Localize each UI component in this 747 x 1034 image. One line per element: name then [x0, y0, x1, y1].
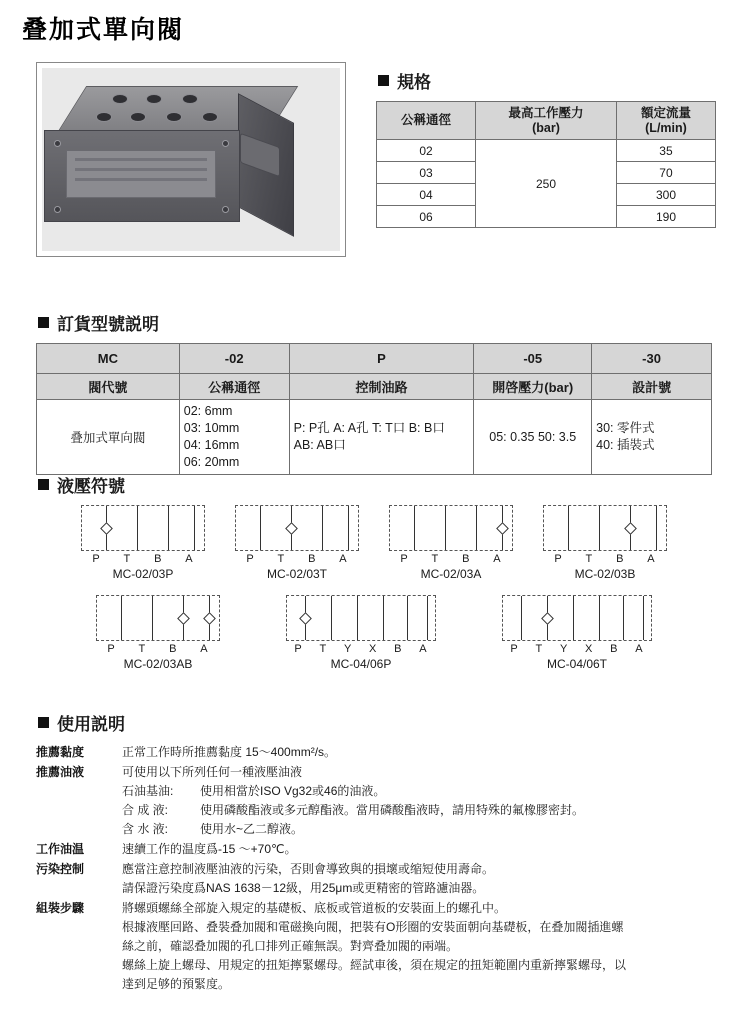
port-hole-icon [202, 112, 218, 122]
usage-line: 螺絲上旋上螺母、用規定的扭矩擰緊螺母。經試車後，須在規定的扭矩範圍内重新擰緊螺母，以 [122, 958, 627, 972]
usage-sub-value: 使用水~乙二醇液。 [200, 822, 304, 836]
spec-flow: 190 [616, 206, 715, 228]
port-label: Y [559, 643, 569, 655]
port-label: A [493, 553, 502, 565]
port-label: A [200, 643, 209, 655]
symbol-ports [286, 643, 436, 655]
order-pressure-list [474, 400, 592, 475]
port-hole-icon [146, 94, 162, 104]
spec-flow: 300 [616, 184, 715, 206]
symbol-item [81, 505, 205, 581]
order-design-0: 30: 零件式 [596, 421, 655, 435]
port-label: T [585, 553, 594, 565]
order-code-1: -02 [179, 344, 289, 374]
usage-text: 速續工作的温度爲-15 ～+70℃。 [122, 842, 297, 856]
order-bore-2: 04: 16mm [183, 438, 240, 452]
order-code-section [36, 310, 712, 475]
port-label: T [277, 553, 286, 565]
spec-section [376, 68, 716, 228]
order-control-0: P: P孔 A: A孔 [293, 421, 369, 435]
usage-text [122, 899, 726, 994]
symbol-row-1 [36, 505, 712, 581]
spec-header-bore: 公稱通徑 [377, 102, 476, 140]
bullet-square-icon [38, 479, 49, 490]
usage-text [122, 763, 726, 839]
usage-label: 推薦黏度 [36, 745, 85, 759]
spec-heading-label: 規格 [397, 73, 431, 92]
usage-item [36, 860, 726, 898]
symbol-item [235, 505, 359, 581]
symbol-diagram [389, 505, 513, 551]
port-label: P [107, 643, 116, 655]
order-control-1: T: T口 B: B口 [372, 421, 445, 435]
order-label-0: 閥代號 [37, 374, 180, 400]
port-label: P [554, 553, 563, 565]
spec-bore: 02 [377, 140, 476, 162]
order-code-0: MC [37, 344, 180, 374]
table-row [37, 400, 712, 475]
usage-item [36, 743, 726, 762]
symbol-ports [502, 643, 652, 655]
port-label: Y [343, 643, 353, 655]
order-code-2: P [289, 344, 474, 374]
usage-label: 工作油温 [36, 842, 85, 856]
symbol-heading-label: 液壓符號 [57, 477, 125, 496]
usage-line: 請保證污染度爲NAS 1638－12級，用25μm或更精密的管路濾油器。 [122, 881, 485, 895]
spec-header-flow-l2: (L/min) [645, 120, 687, 135]
nameplate [66, 150, 216, 198]
order-label-3: 開啓壓力(bar) [474, 374, 592, 400]
usage-sub-key: 合 成 液: [122, 803, 169, 817]
symbol-name: MC-02/03P [112, 567, 174, 581]
port-label: B [610, 643, 619, 655]
order-label-2: 控制油路 [289, 374, 474, 400]
usage-line: 達到足够的預緊度。 [122, 977, 231, 991]
usage-sub-value: 使用相當於ISO Vg32或46的油液。 [200, 784, 386, 798]
usage-line: 絲之前，確認叠加閥的孔口排列正確無誤。對齊叠加閥的兩端。 [122, 939, 459, 953]
spec-header-pressure-l1: 最高工作壓力 [508, 105, 584, 120]
symbol-ports [96, 643, 220, 655]
port-hole-icon [112, 94, 128, 104]
port-label: A [635, 643, 644, 655]
order-valve-name: 叠加式單向閥 [37, 400, 180, 475]
spec-header-flow-l1: 額定流量 [640, 105, 691, 120]
page-title: 叠加式單向閥 [22, 16, 185, 44]
spec-heading [378, 68, 716, 93]
port-label: B [308, 553, 317, 565]
order-control-list [289, 400, 474, 475]
bullet-square-icon [38, 317, 49, 328]
usage-line: 應當注意控制液壓油液的污染，否則會導致與的損壞或缩短使用壽命。 [122, 862, 495, 876]
spec-header-flow [616, 102, 715, 140]
symbol-item [96, 595, 220, 671]
port-label: A [419, 643, 428, 655]
port-label: A [647, 553, 656, 565]
usage-item [36, 763, 726, 839]
order-heading-label: 訂貨型號説明 [57, 315, 159, 334]
port-hole-icon [166, 112, 182, 122]
screw-icon [54, 206, 61, 213]
screw-icon [54, 140, 61, 147]
spec-pressure: 250 [476, 140, 617, 228]
usage-subline [122, 782, 726, 801]
port-hole-icon [96, 112, 112, 122]
bullet-square-icon [38, 717, 49, 728]
order-heading [38, 310, 712, 335]
port-label: T [319, 643, 328, 655]
port-hole-icon [182, 94, 198, 104]
order-label-1: 公稱通徑 [179, 374, 289, 400]
spec-header-pressure-l2: (bar) [532, 120, 560, 135]
order-bore-list [179, 400, 289, 475]
symbol-diagram [81, 505, 205, 551]
symbol-section [36, 472, 712, 671]
symbol-ports [389, 553, 513, 565]
port-label: B [394, 643, 403, 655]
symbol-heading [38, 472, 712, 497]
usage-sub-key: 含 水 液: [122, 822, 169, 836]
table-row [377, 140, 716, 162]
usage-line: 將螺頭螺絲全部旋入規定的基礎板、底板或管道板的安裝面上的螺孔中。 [122, 901, 507, 915]
port-hole-icon [130, 112, 146, 122]
port-label: B [154, 553, 163, 565]
spec-header-pressure [476, 102, 617, 140]
usage-heading [38, 710, 726, 735]
usage-subline [122, 820, 726, 839]
spec-flow: 70 [616, 162, 715, 184]
product-photo [36, 62, 346, 257]
port-label: X [369, 643, 378, 655]
order-bore-1: 03: 10mm [183, 421, 240, 435]
product-photo-image [42, 68, 340, 251]
order-bore-0: 02: 6mm [183, 404, 233, 418]
port-label: B [462, 553, 471, 565]
order-design-list [592, 400, 712, 475]
bullet-square-icon [378, 75, 389, 86]
symbol-item [389, 505, 513, 581]
usage-label: 污染控制 [36, 862, 85, 876]
usage-line: 可使用以下所列任何一種液壓油液 [122, 765, 303, 779]
symbol-name: MC-02/03AB [123, 657, 193, 671]
port-label: T [123, 553, 132, 565]
usage-label: 組裝步驟 [36, 901, 85, 915]
usage-section [36, 710, 726, 995]
port-label: A [339, 553, 348, 565]
usage-item [36, 840, 726, 859]
spec-bore: 04 [377, 184, 476, 206]
symbol-name: MC-02/03T [266, 567, 328, 581]
symbol-ports [543, 553, 667, 565]
symbol-name: MC-02/03A [420, 567, 482, 581]
port-label: P [400, 553, 409, 565]
order-code-3: -05 [474, 344, 592, 374]
usage-label: 推薦油液 [36, 765, 85, 779]
port-label: X [585, 643, 594, 655]
symbol-item [286, 595, 436, 671]
port-label: A [185, 553, 194, 565]
port-label: B [616, 553, 625, 565]
usage-text: 正常工作時所推薦黏度 15～400mm²/s。 [122, 745, 337, 759]
order-control-2: AB: AB口 [293, 438, 346, 452]
symbol-item [543, 505, 667, 581]
usage-subline [122, 801, 726, 820]
symbol-row-2 [36, 595, 712, 671]
order-label-4: 設計號 [592, 374, 712, 400]
table-row [37, 344, 712, 374]
symbol-diagram [286, 595, 436, 641]
port-label: P [510, 643, 519, 655]
datasheet-page [0, 10, 747, 1034]
usage-text [122, 860, 726, 898]
symbol-ports [81, 553, 205, 565]
port-label: P [294, 643, 303, 655]
symbol-name: MC-02/03B [574, 567, 636, 581]
usage-item [36, 899, 726, 994]
table-row [37, 374, 712, 400]
order-pressure-1: 50: 3.5 [537, 429, 577, 444]
order-pressure-0: 05: 0.35 [489, 429, 535, 444]
port-label: T [431, 553, 440, 565]
order-code-4: -30 [592, 344, 712, 374]
spec-bore: 03 [377, 162, 476, 184]
order-bore-3: 06: 20mm [183, 455, 240, 469]
screw-icon [222, 206, 229, 213]
order-code-table [36, 343, 712, 475]
symbol-ports [235, 553, 359, 565]
symbol-diagram [543, 505, 667, 551]
usage-line: 根據液壓回路、叠裝叠加閥和電磁換向閥，把裝有O形圈的安裝面朝向基礎板，在叠加閥插進螺 [122, 920, 624, 934]
symbol-diagram [235, 505, 359, 551]
symbol-diagram [502, 595, 652, 641]
spec-table [376, 101, 716, 228]
symbol-name: MC-04/06T [546, 657, 608, 671]
port-label: T [138, 643, 147, 655]
port-label: B [169, 643, 178, 655]
usage-sub-key: 石油基油: [122, 784, 174, 798]
symbol-diagram [96, 595, 220, 641]
screw-icon [222, 140, 229, 147]
port-label: P [92, 553, 101, 565]
port-label: P [246, 553, 255, 565]
order-design-1: 40: 插裝式 [596, 438, 655, 452]
usage-heading-label: 使用説明 [57, 715, 125, 734]
symbol-item [502, 595, 652, 671]
port-label: T [535, 643, 544, 655]
usage-sub-value: 使用磷酸酯液或多元醇酯液。當用磷酸酯液時，請用特殊的氟橡膠密封。 [200, 803, 585, 817]
symbol-name: MC-04/06P [330, 657, 392, 671]
spec-bore: 06 [377, 206, 476, 228]
spec-flow: 35 [616, 140, 715, 162]
